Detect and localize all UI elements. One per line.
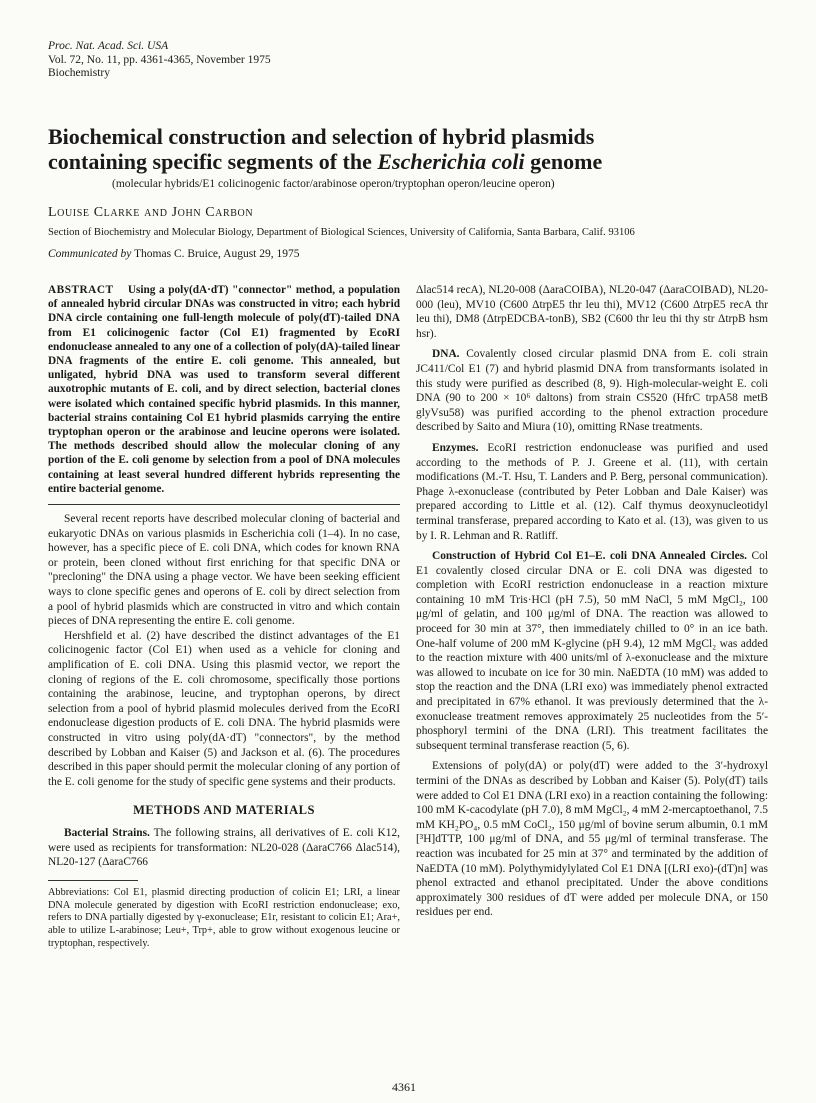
title-line-2 [48,149,778,174]
strains-continued: Δlac514 recA), NL20-008 (ΔaraCOIBA), NL20-047 (ΔaraCOIBAD), NL20-000 (leu), MV10 (C600 ΔtrpE5 thr leu thi), MV12 (C600 ΔtrpE5 recA thr leu thi), DM8 (ΔtrpEDCBA-tonB), SB2 (C600 thr leu thi thy str ΔtrpB hsm hsr). [416,284,768,340]
journal-section: Biochemistry [48,67,110,79]
intro-paragraph-1: Several recent reports have described molecular cloning of bacterial and eukaryotic DNAs on various plasmids in Escherichia coli (1–4). In no case, however, has a specific piece of E. coli DNA, which codes for known RNA or protein, been cloned without first enriching for that specific DNA or "precloning" the DNA using a phage vector. We have been seeking efficient ways to clone specific genes and operons of E. coli by direct selection from a pool of hybrid plasmids which are constructed in vitro and which contain pieces of DNA representing the entire E. coli genome. [48,513,400,628]
page-number: 4361 [392,1080,416,1094]
left-column [48,283,400,951]
dna-paragraph [416,347,768,435]
dna-heading: DNA. [432,348,460,361]
title-part: genome [524,149,603,174]
enzymes-heading: Enzymes. [432,441,479,454]
article-title [48,124,778,174]
abstract-text: Using a poly(dA·dT) "connector" method, a population of annealed hybrid circular DNAs was constructed in vitro; each hybrid DNA circle containing one full-length molecule of poly(dT)-tailed DNA from E1 colicinogenic factor (Col E1) fragmented by EcoRI endonuclease annealed to any one of a collection of poly(dA)-tailed linear DNA fragments of the entire E. coli genome. This annealed, but unligated, hybrid DNA was used to transform several different auxotrophic mutants of E. coli, and by direct selection, bacterial clones were isolated which contained specific hybrid plasmids. In this manner, bacterial strains containing Col E1 hybrid plasmids carrying the entire tryptophan operon or the arabinose and leucine operons were isolated. The methods described should allow the molecular cloning of any portion of the E. coli genome by selection from a pool of DNA molecules containing at least several hundred different hybrids representing the entire bacterial genome. [48,284,401,495]
keywords: (molecular hybrids/E1 colicinogenic factor/arabinose operon/tryptophan operon/leucine operon) [112,178,555,190]
communicated-label: Communicated by [48,248,132,260]
construction-text: Col E1 covalently closed circular DNA or E. coli DNA was digested to completion with EcoRI restriction endonuclease in a reaction mixture containing 10 mM Tris·HCl (pH 7.5), 50 mM NaCl, 5 mM MgCl₂, 100 μg/ml of gelatin, and 100 μg/ml of DNA. The reaction was allowed to proceed for 30 min at 37°, then immediately chilled to 0° in an ice bath. One-half volume of 200 mM K-glycine (pH 9.4), 12 mM MgCl₂ was added to the reaction mixture with 400 units/ml of λ-exonuclease and the mixture was allowed to incubate on ice for 30 min. NaEDTA (10 mM) was added to stop the reaction and the DNA (LRI exo) was immediately phenol extracted and precipitated in 67% ethanol. It was previously determined that the λ-exonuclease treatment removes approximately 25 nucleotides from the 5′-phosphoryl termini of the DNA (LRI). This treatment facilitates the subsequent terminal transferase reaction (5, 6). [416,550,768,752]
footnote-rule [48,880,138,881]
communicated-by [48,248,300,260]
abbreviations-footnote: Abbreviations: Col E1, plasmid directing production of colicin E1; LRI, a linear DNA molecule generated by digestion with EcoRI restriction endonuclease; exo, refers to DNA partially digested by γ-exonuclease; E1r, resistant to colicin E1; Ara+, able to utilize L-arabinose; Leu+, Trp+, able to grow without exogenous leucine or tryptophan, respectively. [48,886,400,949]
enzymes-text: EcoRI restriction endonuclease was purified and used according to the methods of P. J. Greene et al. (11), with certain modifications (M.-T. Hsu, T. Landers and P. Berg, personal communication). Phage λ-exonuclease (contributed by Peter Lobban and Dale Kaiser) was prepared according to Little et al. (12). Calf thymus deoxynucleotidyl terminal transferase, prepared according to Kato et al. (13), was given to us by I. R. Lehman and R. Ratliff. [416,441,768,542]
abstract-heading: ABSTRACT [48,284,114,296]
intro-paragraph-2: Hershfield et al. (2) have described the distinct advantages of the E1 colicinogenic factor (Col E1) when used as a vehicle for cloning and amplification of E. coli DNA. Using this plasmid vector, we report the cloning of regions of the E. coli chromosome, specifically those portions containing the arabinose, leucine, and tryptophan operons, by direct selection from a pool of hybrid plasmid molecules derived from the EcoRI endonuclease digestion products of E. coli DNA. The hybrid plasmids were constructed in vitro using poly(dA·dT) "connectors", by the method described by Lobban and Kaiser (5) and Jackson et al. (6). The procedures described in this paper should permit the molecular cloning of any portion of the E. coli genome for the study of specific gene systems and their products. [48,629,400,788]
strains-heading: Bacterial Strains. [64,826,150,839]
journal-volume: Vol. 72, No. 11, pp. 4361-4365, November 1975 [48,53,271,66]
enzymes-paragraph [416,441,768,543]
authors: Louise Clarke and John Carbon [48,205,254,220]
extensions-paragraph: Extensions of poly(dA) or poly(dT) were added to the 3′-hydroxyl termini of the DNAs as described by Lobban and Kaiser (5). Poly(dT) tails were added to Col E1 DNA (LRI exo) in a reaction containing the following: 100 mM K-cacodylate (pH 7.0), 8 mM MgCl₂, 4 mM 2-mercaptoethanol, 7.5 mM KH₂PO₄, 0.5 mM CoCl₂, 150 μg/ml of bovine serum albumin, 0.1 mM [³H]dTTP, 100 μg/ml of DNA, and 55 μg/ml of terminal transferase. The reaction was incubated for 25 min at 37° and terminated by the addition of NaEDTA (10 mM). Polythymidylylated Col E1 DNA [(LRI exo)-(dT)n] was phenol extracted and ethanol precipitated. Under the above conditions approximately 300 residues of dT were added per molecule DNA, or 150 residues per end. [416,760,768,919]
right-column [416,283,768,920]
communicated-text: Thomas C. Bruice, August 29, 1975 [131,248,300,260]
journal-name: Proc. Nat. Acad. Sci. USA [48,40,169,52]
dna-text: Covalently closed circular plasmid DNA from E. coli strain JC411/Col E1 (7) and hybrid plasmid DNA from transformants isolated in this study were purified as described (8, 9). High-molecular-weight E. coli DNA (90 to 200 × 10⁶ daltons) from strain CS520 (HfrC trpA58 metB glyVsu58) was purified according to the phenol extraction procedure described by Saito and Miura (10), omitting RNase treatments. [416,348,768,434]
affiliation: Section of Biochemistry and Molecular Biology, Department of Biological Sciences, University of California, Santa Barbara, Calif. 93106 [48,227,635,238]
strains-paragraph [48,826,400,870]
title-organism: Escherichia coli [377,149,525,174]
construction-heading: Construction of Hybrid Col E1–E. coli DNA Annealed Circles. [432,550,748,563]
title-line-1: Biochemical construction and selection of hybrid plasmids [48,124,595,149]
title-part: containing specific segments of the [48,149,378,174]
journal-header [48,40,271,81]
methods-heading: METHODS AND MATERIALS [133,803,315,818]
strains-text: The following strains, all derivatives of E. coli K12, were used as recipients for transformation: NL20-028 (ΔaraC766 Δlac514), NL20-127 (ΔaraC766 [48,826,400,869]
construction-paragraph [416,549,768,753]
abstract [48,283,400,496]
abstract-rule [48,504,400,505]
